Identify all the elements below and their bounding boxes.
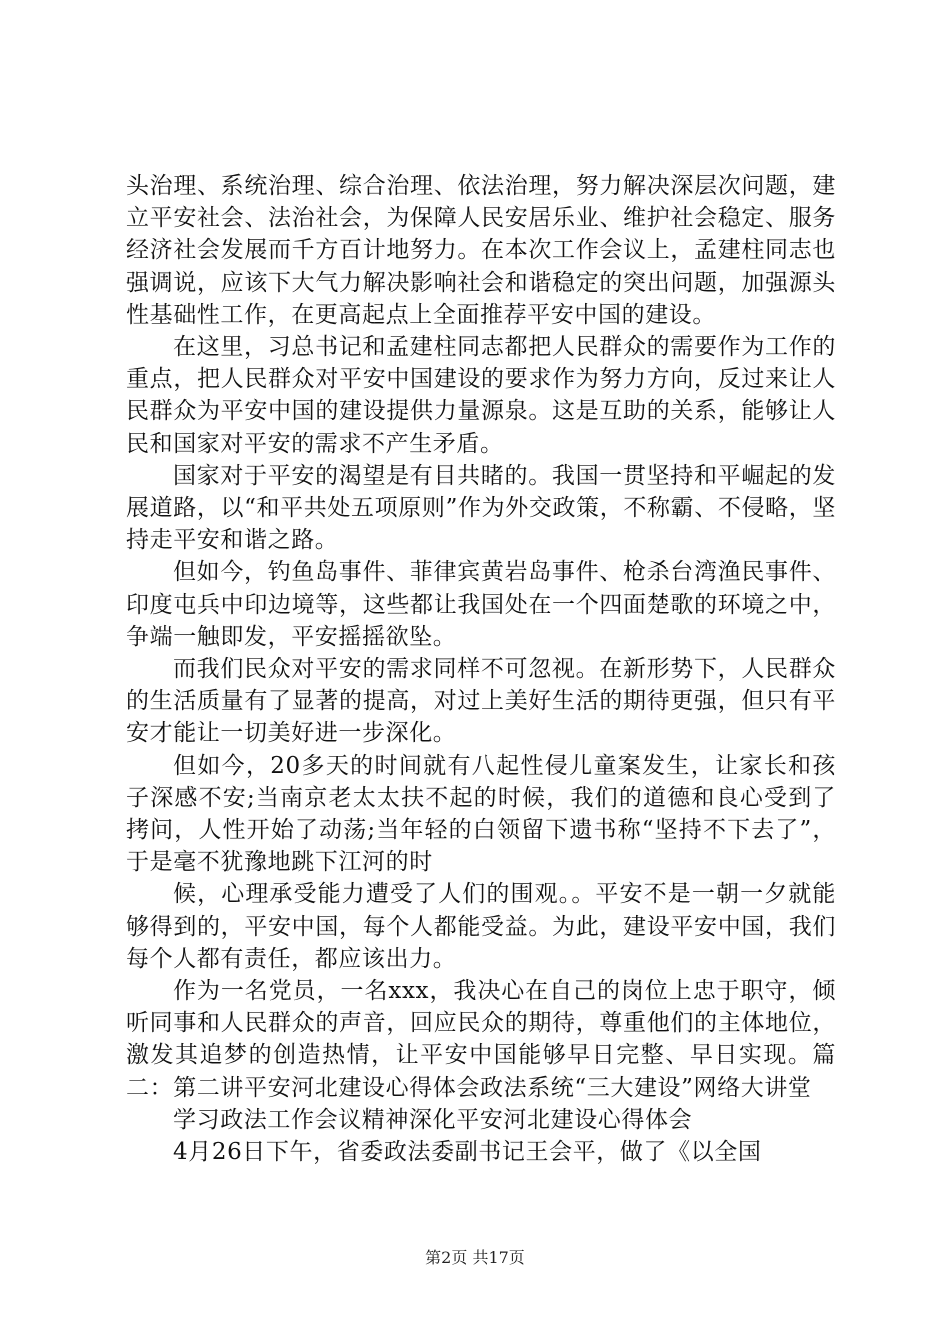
paragraph-5: 而我们民众对平安的需求同样不可忽视。在新形势下，人民群众的生活质量有了显著的提高，对过上美好生活的期待更强，但只有平安才能让一切美好进一步深化。 <box>126 656 836 747</box>
paragraph-4: 但如今，钓鱼岛事件、菲律宾黄岩岛事件、枪杀台湾渔民事件、印度屯兵中印边境等，这些都让我国处在一个四面楚歌的环境之中，争端一触即发，平安摇摇欲坠。 <box>126 559 836 650</box>
paragraph-3: 国家对于平安的渴望是有目共睹的。我国一贯坚持和平崛起的发展道路，以“和平共处五项原则”作为外交政策，不称霸、不侵略，坚持走平安和谐之路。 <box>126 462 836 554</box>
paragraph-7: 候，心理承受能力遭受了人们的围观。。平安不是一朝一夕就能够得到的，平安中国，每个人都能受益。为此，建设平安中国，我们每个人都有责任，都应该出力。 <box>126 881 836 972</box>
paragraph-6: 但如今，20多天的时间就有八起性侵儿童案发生，让家长和孩子深感不安;当南京老太太扶不起的时候，我们的道德和良心受到了拷问，人性开始了动荡;当年轻的白领留下遗书称“坚持不下去了”，于是毫不犹豫地跳下江河的时 <box>126 752 836 876</box>
paragraph-1: 头治理、系统治理、综合治理、依法治理，努力解决深层次问题，建立平安社会、法治社会，为保障人民安居乐业、维护社会稳定、服务经济社会发展而千方百计地努力。在本次工作会议上，孟建柱同志也强调说，应该下大气力解决影响社会和谐稳定的突出问题，加强源头性基础性工作，在更高起点上全面推荐平安中国的建设。 <box>126 173 836 328</box>
paragraph-8: 作为一名党员，一名xxx，我决心在自己的岗位上忠于职守，倾听同事和人民群众的声音，回应民众的期待，尊重他们的主体地位，激发其追梦的创造热情，让平安中国能够早日完整、早日实现。篇二：第二讲平安河北建设心得体会政法系统“三大建设”网络大讲堂 <box>126 978 836 1101</box>
paragraph-2: 在这里，习总书记和孟建柱同志都把人民群众的需要作为工作的重点，把人民群众对平安中国建设的要求作为努力方向，反过来让人民群众为平安中国的建设提供力量源泉。这是互助的关系，能够让人民和国家对平安的需求不产生矛盾。 <box>126 334 836 457</box>
paragraph-10: 4月26日下午，省委政法委副书记王会平，做了《以全国 <box>173 1139 762 1166</box>
paragraph-9: 学习政法工作会议精神深化平安河北建设心得体会 <box>173 1106 693 1133</box>
document-body <box>126 170 836 1168</box>
page-number-footer: 第2页 共17页 <box>425 1248 525 1267</box>
